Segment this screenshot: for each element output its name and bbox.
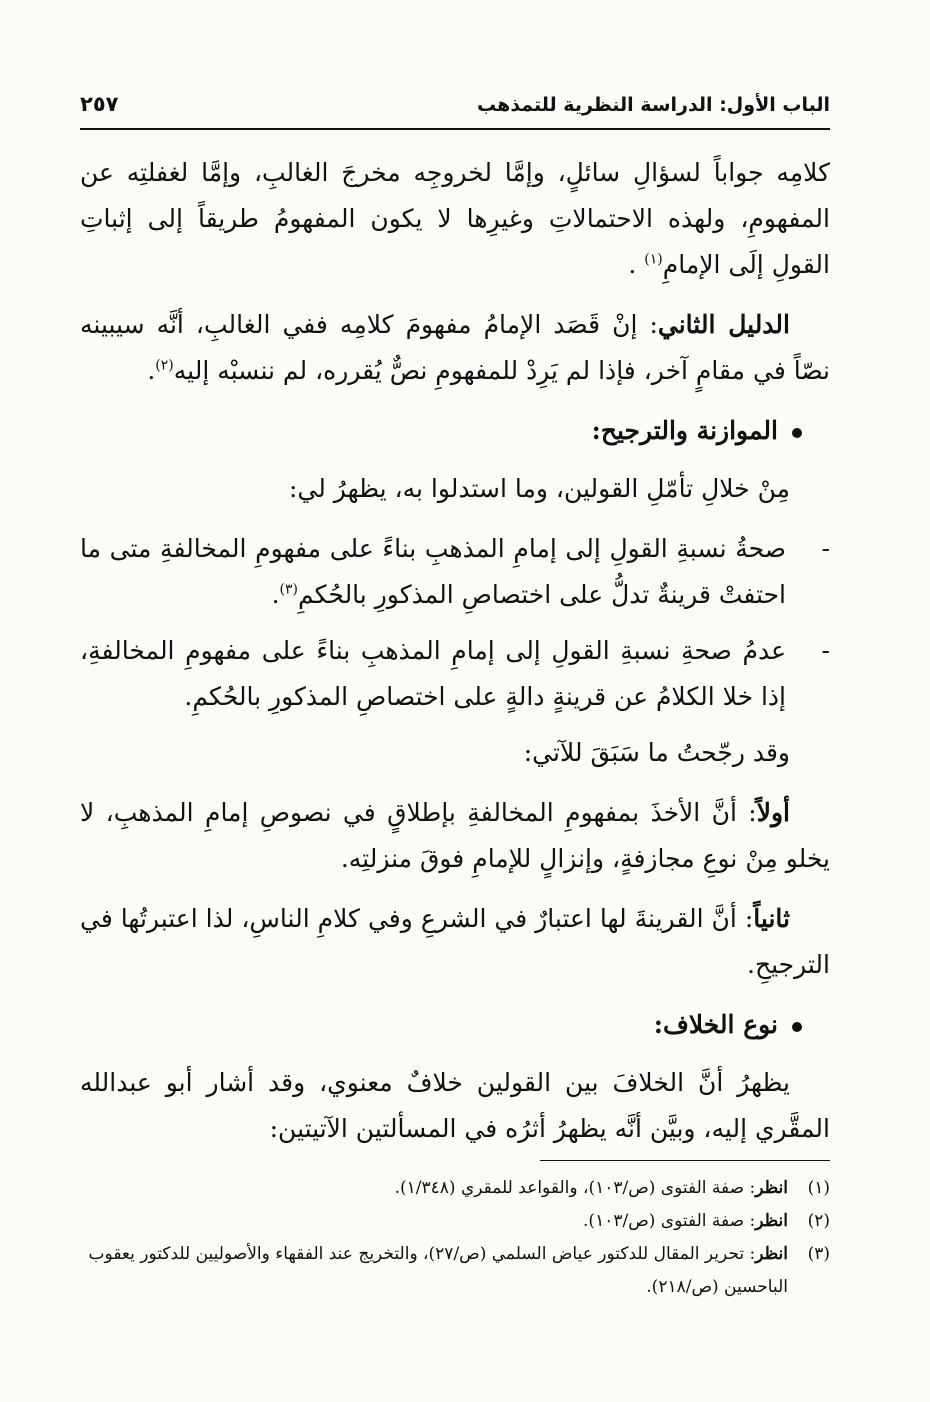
list-item-invalid: - عدمُ صحةِ نسبةِ القولِ إلى إمامِ المذهبِ بناءً على مفهومِ المخالفةِ، إذا خلا الكلامُ عن قرينةٍ دالةٍ على اختصاصِ المذكورِ بالحُكمِ. [80,628,830,720]
heading-dispute-type: نوع الخلاف: [80,1002,830,1048]
bullet-icon [792,428,802,438]
dash-marker: - [821,636,830,665]
footnote-1: (١) انظر: صفة الفتوى (ص/١٠٣)، والقواعد للمقري (١/٣٤٨). [80,1172,830,1205]
first-label: أولاً [756,798,790,827]
footnote-number: (١) [807,1178,830,1198]
footnote-3: (٣) انظر: تحرير المقال للدكتور عياض السلمي (ص/٢٧)، والتخريج عند الفقهاء والأصوليين للدكتور يعقوب الباحسين (ص/٢١٨). [80,1238,830,1304]
list-item-valid: - صحةُ نسبةِ القولِ إلى إمامِ المذهبِ بناءً على مفهومِ المخالفةِ متى ما احتفتْ قرينةٌ تدلُّ على اختصاصِ المذكورِ بالحُكمِ$^{(٣)}$. [80,526,830,618]
footnote-divider [540,1160,830,1161]
paragraph-dispute: يظهرُ أنَّ الخلافَ بين القولين خلافٌ معنوي، وقد أشار أبو عبدالله المقَّري إليه، وبيَّن أنَّه يظهرُ أثرُه في المسألتين الآتيتين: [80,1068,830,1143]
paragraph-intro: مِنْ خلالِ تأمّلِ القولين، وما استدلوا به، يظهرُ لي: [288,474,790,503]
footnote-number: (٣) [807,1244,830,1264]
dash-marker: - [821,534,830,563]
footnote-ref-3: (٣) [279,581,298,598]
footnote-2: (٢) انظر: صفة الفتوى (ص/١٠٣). [80,1205,830,1238]
paragraph-reasons-intro: وقد رجّحتُ ما سَبَقَ للآتي: [523,738,790,767]
paragraph-continuation: كلامِه جواباً لسؤالِ سائلٍ، وإمَّا لخروجِه مخرجَ الغالبِ، وإمَّا لغفلتِه عن المفهومِ، ولهذه الاحتمالاتِ وغيرِها لا يكون المفهومُ طريقاً إلى إثباتِ القولِ إلَى الإمامِ$^{(١)}$ . [80,158,830,279]
footnote-ref-2: (٢) [155,357,174,374]
chapter-title: الباب الأول: الدراسة النظرية للتمذهب [477,94,830,116]
footnotes [80,1172,830,1304]
paragraph-second-evidence: الدليل الثاني: إنْ قَصَد الإمامُ مفهومَ كلامِه ففي الغالبِ، أنَّه سيبينه نصّاً في مقامٍ آخر، فإذا لم يَرِدْ للمفهومِ نصٌّ يُقرره، لم ننسبْه إليه$^{(٢)}$. [80,310,830,385]
second-evidence-label: الدليل الثاني [657,310,790,339]
footnote-ref-1: (١) [644,251,663,268]
main-text [80,150,830,1166]
heading-weighing: الموازنة والترجيح: [80,408,830,454]
paragraph-second-reason: ثانياً: أنَّ القرينةَ لها اعتبارٌ في الشرعِ وفي كلامِ الناسِ، لذا اعتبرتُها في الترجيحِ. [80,904,830,979]
page-number: ٢٥٧ [80,92,119,116]
paragraph-first-reason: أولاً: أنَّ الأخذَ بمفهومِ المخالفةِ بإطلاقٍ في نصوصِ إمامِ المذهبِ، لا يخلو مِنْ نوعِ مجازفةٍ، وإنزالٍ للإمامِ فوقَ منزلتِه. [80,798,830,873]
footnote-number: (٢) [807,1211,830,1231]
bullet-icon [792,1022,802,1032]
running-header [80,88,830,130]
second-label: ثانياً [753,904,790,933]
